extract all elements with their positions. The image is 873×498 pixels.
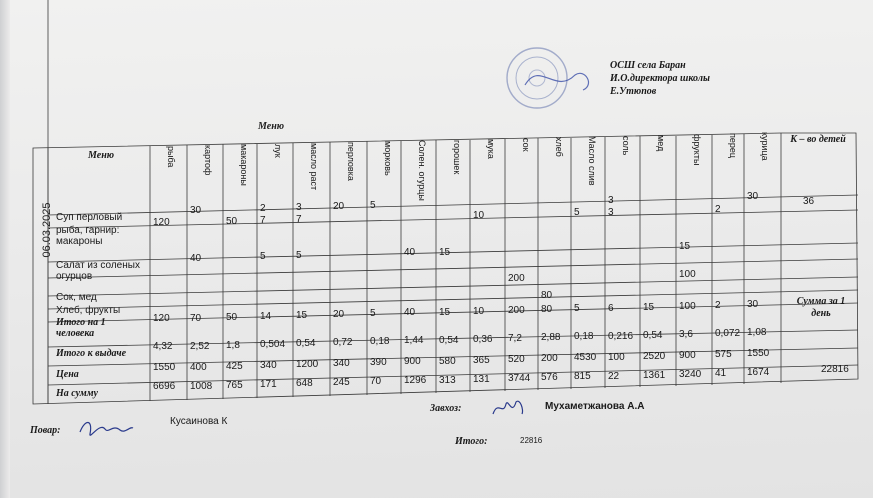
table-cell: 100: [608, 351, 625, 363]
row-label: На сумму: [56, 388, 98, 399]
row-label: Суп перловый: [56, 212, 123, 223]
table-cell: 3,6: [679, 328, 693, 340]
table-cell: 80: [541, 290, 553, 302]
column-header: Масло слив: [587, 136, 597, 186]
table-cell: 22: [608, 370, 620, 382]
table-cell: 425: [226, 360, 243, 372]
table-cell: 171: [260, 378, 277, 390]
column-header: перловка: [346, 142, 356, 181]
table-cell: 3: [608, 206, 614, 218]
table-cell: 4,32: [153, 341, 173, 353]
table-cell: 390: [370, 357, 387, 369]
table-cell: 245: [333, 377, 350, 389]
column-header: соль: [621, 135, 631, 155]
table-cell: 100: [679, 300, 696, 312]
row-label: рыба, гарнир: макароны: [56, 225, 120, 247]
table-cell: 765: [226, 379, 243, 391]
table-cell: 2: [715, 299, 721, 311]
header-position: И.О.директора школы: [610, 73, 710, 84]
table-cell: 120: [153, 217, 170, 229]
table-cell: 4530: [574, 352, 597, 364]
column-header: морковь: [383, 141, 393, 176]
table-cell: 900: [404, 356, 421, 368]
table-cell: 5: [574, 303, 580, 315]
table-cell: 30: [190, 204, 202, 216]
table-cell: 200: [508, 304, 525, 316]
table-cell: 1361: [643, 369, 666, 381]
table-cell: 0,36: [473, 333, 493, 345]
table-cell: 1,08: [747, 327, 767, 339]
itogo-label: Итого:: [455, 436, 488, 447]
column-header: хлеб: [554, 137, 564, 157]
table-cell: 815: [574, 371, 591, 383]
table-cell: 6: [608, 302, 614, 314]
table-cell: 15: [296, 310, 308, 322]
column-header: макароны: [239, 144, 249, 187]
table-cell: 15: [679, 240, 691, 252]
table-cell: 0,54: [296, 338, 316, 350]
row-label: Салат из соленых огурцов: [56, 260, 140, 282]
menu-column-header: Меню: [88, 150, 115, 161]
row-extra: 36: [803, 196, 815, 207]
header-name: Е.Утюпов: [610, 86, 657, 97]
row-label: Итого к выдаче: [56, 348, 127, 359]
zavhoz-name: Мухаметжанова А.А: [545, 401, 645, 412]
table-cell: 0,216: [608, 330, 634, 342]
table-cell: 0,072: [715, 327, 741, 339]
itogo-value: 22816: [520, 436, 543, 445]
table-cell: 14: [260, 310, 272, 322]
table-cell: 15: [439, 246, 451, 258]
table-cell: 41: [715, 367, 727, 379]
column-header: картоф: [203, 145, 213, 176]
table-cell: 50: [226, 311, 238, 323]
table-cell: 20: [333, 309, 345, 321]
date-label: 06.03.2025: [41, 202, 53, 258]
table-cell: 20: [333, 201, 345, 213]
zavhoz-signature: [488, 396, 528, 422]
table-cell: 10: [473, 305, 485, 317]
table-cell: 5: [574, 207, 580, 219]
table-cell: 70: [370, 376, 382, 388]
table-cell: 1200: [296, 359, 319, 371]
row-label: Сок, мед: [56, 292, 97, 303]
day-total-label: Сумма за 1 день: [796, 296, 846, 319]
table-cell: 40: [190, 252, 202, 264]
cook-signature: [75, 414, 135, 444]
table-cell: 2: [715, 203, 721, 215]
menu-title: Меню: [258, 121, 285, 132]
table-cell: 3: [296, 202, 302, 214]
row-label: Итого на 1 человека: [56, 317, 106, 339]
row-label: Цена: [56, 369, 79, 380]
table-cell: 0,54: [439, 334, 459, 346]
table-cell: 365: [473, 354, 490, 366]
table-cell: 0,54: [643, 329, 663, 341]
table-cell: 1296: [404, 375, 427, 387]
column-header: мука: [486, 138, 496, 159]
table-cell: 70: [190, 312, 202, 324]
table-cell: 30: [747, 299, 759, 311]
kolvo-header: К – во детей: [790, 134, 846, 145]
table-cell: 1674: [747, 367, 770, 379]
table-cell: 6696: [153, 381, 176, 393]
table-cell: 0,18: [574, 331, 594, 343]
table-cell: 400: [190, 361, 207, 373]
table-cell: 0,504: [260, 338, 286, 350]
table-cell: 576: [541, 372, 558, 384]
table-cell: 340: [260, 359, 277, 371]
table-cell: 340: [333, 358, 350, 370]
table-cell: 5: [260, 250, 266, 262]
table-cell: 1550: [747, 348, 770, 360]
column-header: мед: [656, 134, 666, 152]
table-cell: 5: [296, 250, 302, 262]
table-cell: 131: [473, 373, 490, 385]
table-cell: 520: [508, 353, 525, 365]
column-header: горошек: [452, 139, 462, 174]
row-extra: 22816: [821, 364, 849, 375]
table-cell: 5: [370, 308, 376, 320]
table-cell: 2: [260, 202, 266, 214]
table-cell: 575: [715, 348, 732, 360]
column-header: фрукты: [692, 134, 702, 166]
header-school: ОСШ села Баран: [610, 60, 686, 71]
table-cell: 80: [541, 304, 553, 316]
table-cell: 7,2: [508, 332, 522, 344]
column-header: Солен. огурцы: [417, 140, 427, 202]
table-cell: 7: [260, 214, 266, 226]
table-cell: 40: [404, 307, 416, 319]
table-cell: 1550: [153, 362, 176, 374]
table-cell: 1,44: [404, 335, 424, 347]
table-cell: 2,88: [541, 332, 561, 344]
table-cell: 120: [153, 313, 170, 325]
column-header: лук: [273, 143, 283, 158]
table-cell: 580: [439, 355, 456, 367]
zavhoz-label: Завхоз:: [430, 403, 462, 414]
table-cell: 40: [404, 247, 416, 259]
cook-label: Повар:: [30, 425, 61, 436]
table-cell: 10: [473, 209, 485, 221]
table-cell: 1,8: [226, 339, 240, 351]
cook-name: Кусаинова К: [170, 416, 228, 427]
column-header: курица: [760, 132, 770, 162]
column-header: перец: [728, 133, 738, 159]
row-label: Хлеб, фрукты: [56, 305, 121, 316]
table-cell: 2520: [643, 350, 666, 362]
table-cell: 7: [296, 214, 302, 226]
table-cell: 30: [747, 191, 759, 203]
table-cell: 2,52: [190, 340, 210, 352]
table-cell: 3744: [508, 372, 531, 384]
table-cell: 0,72: [333, 337, 353, 349]
table-cell: 3240: [679, 368, 702, 380]
table-cell: 0,18: [370, 336, 390, 348]
table-cell: 15: [643, 301, 655, 313]
table-cell: 200: [541, 353, 558, 365]
table-cell: 5: [370, 200, 376, 212]
column-header: масло раст: [309, 142, 319, 190]
table-cell: 200: [508, 272, 525, 284]
table-cell: 900: [679, 349, 696, 361]
column-header: сок: [521, 138, 531, 152]
table-cell: 313: [439, 374, 456, 386]
table-cell: 100: [679, 268, 696, 280]
column-header: рыба: [166, 146, 176, 168]
table-cell: 1008: [190, 380, 213, 392]
table-cell: 15: [439, 306, 451, 318]
table-cell: 648: [296, 378, 313, 390]
table-cell: 50: [226, 215, 238, 227]
table-cell: 3: [608, 194, 614, 206]
